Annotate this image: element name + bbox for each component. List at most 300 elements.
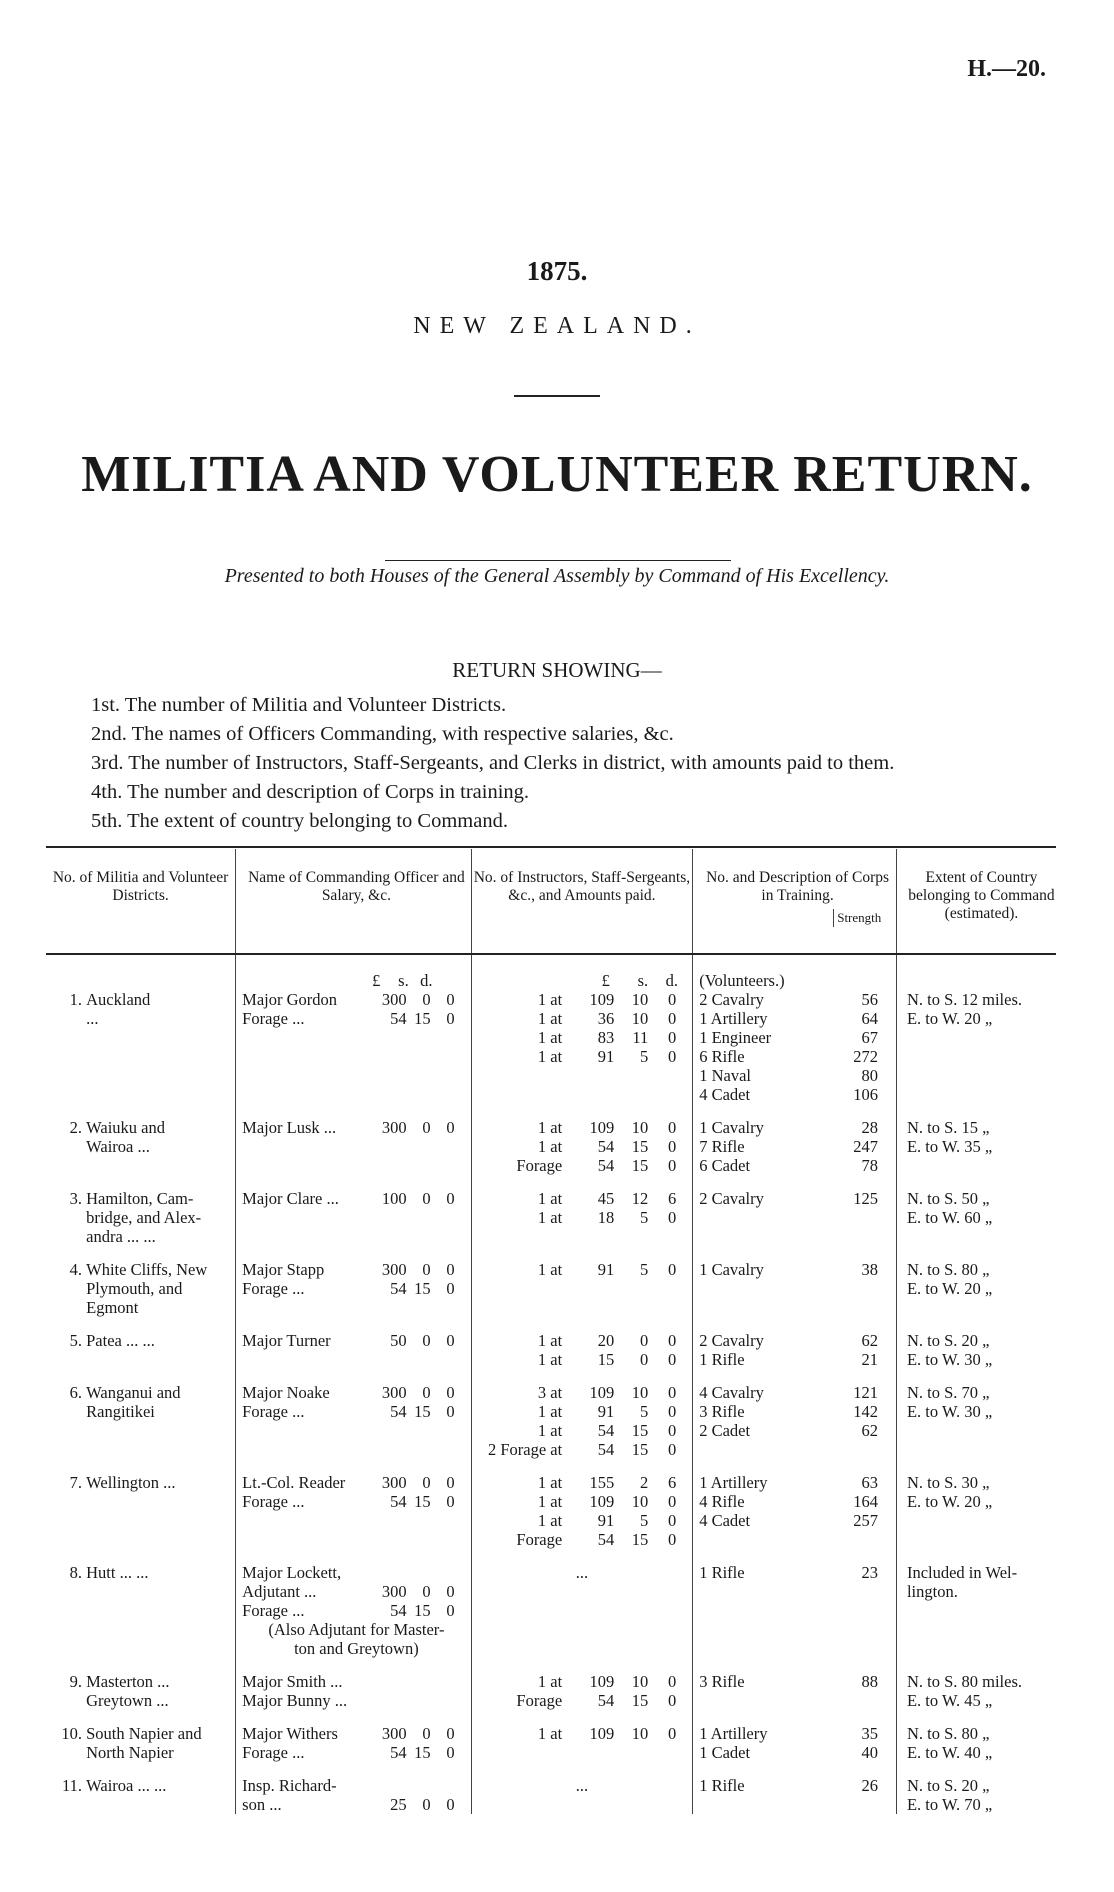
instructor-count: Forage [516, 1691, 563, 1710]
officer-label: Major Lusk ... [242, 1118, 337, 1137]
instructor-pence: 0 [667, 990, 677, 1009]
officer-pounds: 300 [381, 1582, 407, 1601]
officer-name: Insp. Richard- [242, 1776, 337, 1795]
corps-strength: 63 [861, 1473, 878, 1492]
header-officer: Name of Commanding Officer and Salary, &c. [236, 849, 471, 954]
instructor-pounds: 109 [589, 1118, 615, 1137]
officer-cell [236, 1724, 471, 1762]
corps-description: 2 Cavalry [699, 1189, 764, 1208]
instructor-count: Forage [516, 1156, 563, 1175]
instructor-count: 1 at [537, 990, 563, 1009]
corps-description: 4 Cadet [699, 1085, 751, 1104]
instructor-count: 1 at [537, 1331, 563, 1350]
district-number: 8. [69, 1563, 82, 1582]
corps-cell [693, 1383, 897, 1459]
officer-pence: 0 [446, 1118, 455, 1137]
row-spacer [46, 1459, 1056, 1473]
district-name: Auckland [86, 990, 151, 1009]
instructor-pence: 0 [667, 1208, 677, 1227]
cell-line [242, 1724, 470, 1743]
volunteers-label: (Volunteers.) [699, 971, 785, 990]
table-row [46, 1189, 1056, 1246]
cell-line [907, 1563, 1056, 1582]
table-top-rule [46, 846, 1056, 848]
cell-line [242, 1601, 470, 1620]
instructor-pounds: 18 [597, 1208, 615, 1227]
district-cell [46, 1383, 236, 1459]
officer-label: Forage ... [242, 1402, 305, 1421]
corps-strength: 26 [861, 1776, 878, 1795]
officer-shillings: 0 [422, 1331, 431, 1350]
spacer-cell [471, 1317, 693, 1331]
extent-cell [896, 1189, 1056, 1246]
spacer-cell [46, 1459, 236, 1473]
cell-line [472, 1440, 693, 1459]
extent-cell [896, 1672, 1056, 1710]
cell-line [46, 1137, 235, 1156]
district-name: South Napier and [86, 1724, 202, 1743]
cell-line [472, 1156, 693, 1175]
corps-strength: 106 [853, 1085, 878, 1104]
cell-line [46, 990, 235, 1009]
cell-line [46, 1009, 235, 1028]
instructor-pence: 0 [667, 1672, 677, 1691]
instructor-pence: 0 [667, 1156, 677, 1175]
cell-line [242, 1279, 470, 1298]
spacer-cell [693, 1175, 897, 1189]
spacer-cell [236, 1459, 471, 1473]
officer-shillings: 0 [422, 1383, 431, 1402]
extent-text: N. to S. 15 „ [906, 1118, 990, 1137]
instructor-count: 1 at [537, 1208, 563, 1227]
instructor-shillings-label: s. [637, 971, 649, 990]
corps-description: 6 Rifle [699, 1047, 745, 1066]
corps-strength: 62 [861, 1421, 878, 1440]
cell-line [472, 1137, 693, 1156]
instructor-pounds: 54 [597, 1440, 615, 1459]
spacer-cell [896, 1175, 1056, 1189]
spacer-cell [693, 1369, 897, 1383]
cell-line [46, 1776, 235, 1795]
header-instructors: No. of Instructors, Staff-Sergeants, &c., and Amounts paid. [471, 849, 693, 954]
instructor-shillings: 15 [631, 1691, 649, 1710]
instructor-shillings: 15 [631, 1421, 649, 1440]
officer-cell [236, 1383, 471, 1459]
officer-name: Major Smith ... [242, 1672, 343, 1691]
corps-description: 1 Artillery [699, 1724, 768, 1743]
instructor-count: 1 at [537, 1189, 563, 1208]
corps-description: 1 Cadet [699, 1743, 751, 1762]
cell-line [472, 1473, 693, 1492]
corps-cell [693, 1473, 897, 1549]
instructor-shillings: 15 [631, 1156, 649, 1175]
officer-cell [236, 1563, 471, 1658]
instructor-count: 1 at [537, 1492, 563, 1511]
corps-strength: 21 [861, 1350, 878, 1369]
instructor-count: Forage [516, 1530, 563, 1549]
district-name: Patea ... ... [86, 1331, 155, 1350]
table-body [46, 971, 1056, 1814]
instructor-pence: 0 [667, 1492, 677, 1511]
corps-description: 1 Naval [699, 1066, 751, 1085]
document-code: H.—20. [967, 56, 1046, 82]
instructor-pence: 0 [667, 1260, 677, 1279]
instructor-pounds: 109 [589, 1724, 615, 1743]
cell-line [46, 1724, 235, 1743]
cell-line [472, 1383, 693, 1402]
district-name: Hutt ... ... [86, 1563, 149, 1582]
cell-line [699, 1672, 896, 1691]
spacer-cell [236, 1317, 471, 1331]
corps-cell [693, 1672, 897, 1710]
spacer-cell [236, 1104, 471, 1118]
cell-line [242, 1582, 470, 1601]
spacer-cell [693, 1459, 897, 1473]
cell-line [907, 1279, 1056, 1298]
instructor-pounds: 109 [589, 1672, 615, 1691]
officer-shillings: 0 [422, 1795, 431, 1814]
cell-line [907, 1691, 1056, 1710]
instructor-count: 1 at [537, 1402, 563, 1421]
instructor-count: 1 at [537, 1047, 563, 1066]
cell-line [907, 1582, 1056, 1601]
officer-pence: 0 [446, 1601, 455, 1620]
cell-line [242, 1743, 470, 1762]
officer-label: Major Noake [242, 1383, 330, 1402]
cell-line [907, 1260, 1056, 1279]
spacer-cell [236, 1369, 471, 1383]
cell-line [699, 1066, 896, 1085]
district-name: bridge, and Alex- [86, 1208, 202, 1227]
spacer-cell [471, 1459, 693, 1473]
district-name: White Cliffs, New [86, 1260, 208, 1279]
instructor-pence: 0 [667, 1009, 677, 1028]
district-name: Wanganui and [86, 1383, 181, 1402]
corps-cell [693, 1118, 897, 1175]
cell-line [242, 1402, 470, 1421]
spacer-cell [236, 1246, 471, 1260]
instructor-pence-label: d. [665, 971, 678, 990]
extent-text: N. to S. 12 miles. [906, 990, 1023, 1009]
cell-line [699, 1350, 896, 1369]
officer-pence-label: d. [420, 971, 433, 990]
officer-pounds: 25 [390, 1795, 407, 1814]
spacer-cell [471, 1175, 693, 1189]
row-spacer [46, 1369, 1056, 1383]
cell-line [46, 1691, 235, 1710]
cell-line [472, 1047, 693, 1066]
corps-description: 1 Cavalry [699, 1260, 764, 1279]
header-extent: Extent of Country belonging to Command (estimated). [896, 849, 1056, 954]
table-row [46, 1331, 1056, 1369]
instructor-pounds: 91 [597, 1402, 615, 1421]
cell-line [907, 1492, 1056, 1511]
cell-line [242, 1691, 470, 1710]
officer-shillings: 15 [414, 1743, 431, 1762]
instructor-pounds: 20 [597, 1331, 615, 1350]
header-corps [693, 849, 897, 954]
extent-cell [896, 1473, 1056, 1549]
officer-shillings: 0 [422, 1473, 431, 1492]
officer-cell [236, 1331, 471, 1369]
district-number: 5. [69, 1331, 82, 1350]
row-spacer [46, 1246, 1056, 1260]
cell-line [699, 1402, 896, 1421]
instructor-count: 1 at [537, 1511, 563, 1530]
officer-pence: 0 [446, 1009, 455, 1028]
officer-label: Adjutant ... [242, 1582, 317, 1601]
cell-line [46, 1118, 235, 1137]
cell-line [242, 1189, 470, 1208]
instructor-shillings: 10 [631, 990, 649, 1009]
instructor-pence: 0 [667, 1511, 677, 1530]
row-spacer [46, 1762, 1056, 1776]
cell-line [699, 1776, 896, 1795]
cell-line [242, 1672, 470, 1691]
officer-pounds: 300 [381, 1724, 407, 1743]
corps-description: 3 Rifle [699, 1672, 745, 1691]
extent-text: N. to S. 80 „ [906, 1724, 990, 1743]
table-row [46, 1672, 1056, 1710]
cell-line [472, 990, 693, 1009]
cell-line [46, 1563, 235, 1582]
district-number: 7. [69, 1473, 82, 1492]
cell-line [699, 1047, 896, 1066]
cell-line [242, 1795, 470, 1814]
cell-line [699, 1137, 896, 1156]
extent-text: E. to W. 20 „ [906, 1009, 993, 1028]
spacer-cell [471, 1246, 693, 1260]
district-cell [46, 1672, 236, 1710]
officer-cell [236, 1189, 471, 1246]
spacer-cell [693, 1658, 897, 1672]
spacer-cell [896, 1710, 1056, 1724]
extent-cell [896, 1331, 1056, 1369]
officer-shillings: 0 [422, 1118, 431, 1137]
spacer-cell [471, 1104, 693, 1118]
district-cell [46, 1118, 236, 1175]
cell-line [472, 1402, 693, 1421]
cell-line [907, 1672, 1056, 1691]
instructor-shillings: 10 [631, 1383, 649, 1402]
spacer-cell [693, 1246, 897, 1260]
spacer-cell [46, 1369, 236, 1383]
officer-pence: 0 [446, 1260, 455, 1279]
instructor-pounds: 54 [597, 1421, 615, 1440]
spacer-cell [236, 1658, 471, 1672]
spacer-cell [471, 1710, 693, 1724]
instructor-shillings: 5 [639, 1208, 649, 1227]
extent-text: E. to W. 70 „ [906, 1795, 993, 1814]
district-name: North Napier [86, 1743, 174, 1762]
cell-line [907, 1776, 1056, 1795]
officer-label: Major Turner [242, 1331, 331, 1350]
officer-pence: 0 [446, 990, 455, 1009]
cell-line [699, 1009, 896, 1028]
corps-strength: 247 [853, 1137, 878, 1156]
corps-strength: 56 [861, 990, 878, 1009]
district-number: 1. [69, 990, 82, 1009]
table-row [46, 990, 1056, 1104]
spacer-cell [693, 1710, 897, 1724]
extent-cell [896, 1260, 1056, 1317]
instructor-count: 1 at [537, 1009, 563, 1028]
instructor-count: 3 at [537, 1383, 563, 1402]
instructor-shillings: 2 [639, 1473, 649, 1492]
cell-line [242, 1118, 470, 1137]
cell-line [46, 1279, 235, 1298]
extent-text: N. to S. 50 „ [906, 1189, 990, 1208]
cell-line [242, 1620, 470, 1639]
instructor-pence: 0 [667, 1137, 677, 1156]
district-number: 3. [69, 1189, 82, 1208]
cell-line [242, 1383, 470, 1402]
corps-strength: 257 [853, 1511, 878, 1530]
extent-cell [896, 1724, 1056, 1762]
return-point-2: 2nd. The names of Officers Commanding, with respective salaries, &c. [91, 723, 674, 745]
cell-line [472, 1260, 693, 1279]
extent-text: N. to S. 80 „ [906, 1260, 990, 1279]
page-subtitle: Presented to both Houses of the General Assembly by Command of His Excellency. [224, 565, 890, 587]
corps-description: 2 Cavalry [699, 990, 764, 1009]
currency-header-row [46, 971, 1056, 990]
spacer-cell [236, 1710, 471, 1724]
row-spacer [46, 1175, 1056, 1189]
spacer-cell [896, 1104, 1056, 1118]
corps-description: 1 Artillery [699, 1473, 768, 1492]
cell-line [46, 1298, 235, 1317]
extent-text: Included in Wel- [906, 1563, 1018, 1582]
corps-description: 4 Rifle [699, 1492, 745, 1511]
instructor-pounds: 91 [597, 1260, 615, 1279]
district-name: Greytown ... [86, 1691, 169, 1710]
cell-line [472, 1691, 693, 1710]
cell-line [907, 1350, 1056, 1369]
extent-text: E. to W. 60 „ [906, 1208, 993, 1227]
extent-text: lington. [906, 1582, 958, 1601]
officer-cell [236, 1473, 471, 1549]
instructor-count: 1 at [537, 1672, 563, 1691]
instructor-shillings: 5 [639, 1511, 649, 1530]
corps-description: 4 Cadet [699, 1511, 751, 1530]
cell-line [699, 1260, 896, 1279]
cell-line [907, 1189, 1056, 1208]
officer-note: ton and Greytown) [294, 1639, 419, 1658]
instructor-count: 1 at [537, 1260, 563, 1279]
instructors-cell [471, 1473, 693, 1549]
officer-pounds: 54 [390, 1402, 407, 1421]
instructor-pounds: 36 [597, 1009, 615, 1028]
return-showing-heading: RETURN SHOWING— [452, 658, 662, 682]
instructor-pence: 0 [667, 1530, 677, 1549]
corps-strength: 164 [853, 1492, 878, 1511]
spacer-cell [471, 1658, 693, 1672]
spacer-cell [236, 1549, 471, 1563]
cell-line [907, 1331, 1056, 1350]
document-year: 1875. [526, 256, 588, 286]
officer-label: Forage ... [242, 1601, 305, 1620]
instructor-pence: 0 [667, 1402, 677, 1421]
district-number: 4. [69, 1260, 82, 1279]
officer-cell [236, 1672, 471, 1710]
cell-line [699, 1085, 896, 1104]
officer-pounds: 50 [390, 1331, 407, 1350]
extent-cell [896, 1383, 1056, 1459]
officer-pence: 0 [446, 1724, 455, 1743]
cell-line [472, 1208, 693, 1227]
instructor-shillings: 12 [631, 1189, 649, 1208]
extent-text: E. to W. 30 „ [906, 1402, 993, 1421]
district-name: Hamilton, Cam- [86, 1189, 194, 1208]
instructor-shillings: 11 [632, 1028, 649, 1047]
instructor-pounds: 45 [597, 1189, 615, 1208]
corps-description: 1 Rifle [699, 1350, 745, 1369]
officer-shillings-label: s. [398, 971, 409, 990]
instructor-shillings: 5 [639, 1047, 649, 1066]
instructor-count: 1 at [537, 1350, 563, 1369]
row-spacer [46, 1104, 1056, 1118]
cell-line [472, 1530, 693, 1549]
officer-shillings: 15 [414, 1402, 431, 1421]
table-row [46, 1563, 1056, 1658]
officer-pence: 0 [446, 1582, 455, 1601]
district-number: 6. [69, 1383, 82, 1402]
officer-pence: 0 [446, 1473, 455, 1492]
cell-line [472, 1776, 693, 1795]
cell-line [472, 1421, 693, 1440]
extent-text: E. to W. 20 „ [906, 1492, 993, 1511]
instructor-pounds: 54 [597, 1691, 615, 1710]
instructor-pounds: 91 [597, 1047, 615, 1066]
corps-cell [693, 990, 897, 1104]
instructor-pence: 6 [667, 1189, 677, 1208]
officer-shillings: 15 [414, 1279, 431, 1298]
instructor-shillings: 10 [631, 1672, 649, 1691]
district-number: 10. [61, 1724, 82, 1743]
instructor-pounds: 91 [597, 1511, 615, 1530]
instructors-cell [471, 1563, 693, 1658]
officer-label: Major Clare ... [242, 1189, 339, 1208]
officer-pence: 0 [446, 1402, 455, 1421]
spacer-cell [896, 1459, 1056, 1473]
cell-line [242, 1563, 470, 1582]
officer-pounds: 54 [390, 1279, 407, 1298]
district-name: Egmont [86, 1298, 139, 1317]
subtitle-divider [385, 560, 731, 561]
officer-label: Forage ... [242, 1009, 305, 1028]
instructor-pence: 0 [667, 1331, 677, 1350]
return-point-3: 3rd. The number of Instructors, Staff-Sergeants, and Clerks in district, with amounts paid to them. [91, 752, 895, 774]
officer-pounds-label: £ [372, 971, 381, 990]
cell-line [907, 1402, 1056, 1421]
district-cell [46, 1260, 236, 1317]
cell-line [242, 1473, 470, 1492]
officer-shillings: 15 [414, 1601, 431, 1620]
officer-shillings: 0 [422, 1260, 431, 1279]
officer-name: Major Lockett, [242, 1563, 342, 1582]
district-number: 9. [69, 1672, 82, 1691]
instructor-pence: 0 [667, 1724, 677, 1743]
officer-name: Major Bunny ... [242, 1691, 348, 1710]
return-point-4: 4th. The number and description of Corps in training. [91, 781, 530, 803]
district-cell [46, 1189, 236, 1246]
cell-line [46, 1331, 235, 1350]
officer-pounds: 54 [390, 1492, 407, 1511]
corps-description: 2 Cavalry [699, 1331, 764, 1350]
instructor-pence: 0 [667, 1047, 677, 1066]
district-name: Rangitikei [86, 1402, 155, 1421]
cell-line [699, 1511, 896, 1530]
